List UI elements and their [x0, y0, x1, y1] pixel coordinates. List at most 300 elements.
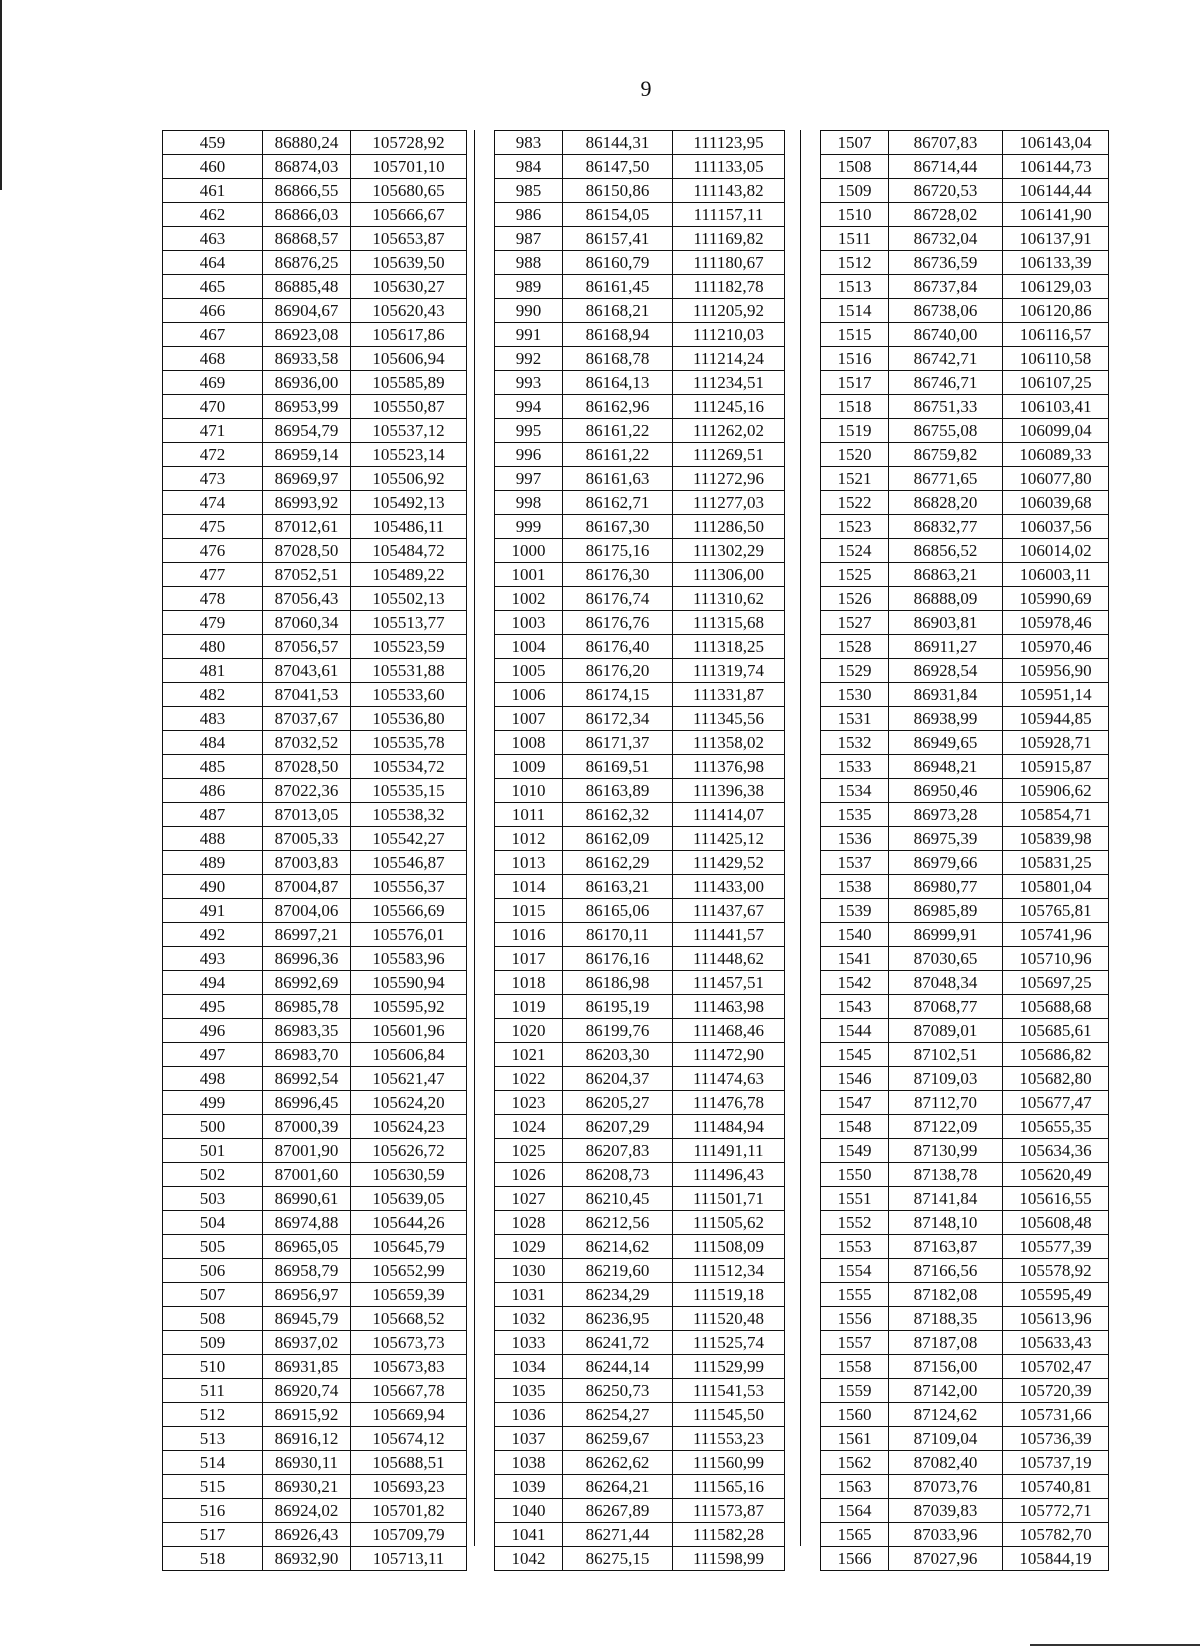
y-coordinate-cell: 111277,03 — [673, 491, 785, 515]
table-row — [821, 923, 1109, 947]
y-coordinate-cell: 105626,72 — [351, 1139, 467, 1163]
point-number-cell: 1510 — [821, 203, 889, 227]
table-row — [163, 227, 467, 251]
x-coordinate-cell: 86176,40 — [563, 635, 673, 659]
table-row — [163, 1067, 467, 1091]
x-coordinate-cell: 86176,30 — [563, 563, 673, 587]
table-row — [163, 251, 467, 275]
y-coordinate-cell: 105550,87 — [351, 395, 467, 419]
point-number-cell: 470 — [163, 395, 263, 419]
y-coordinate-cell: 105673,83 — [351, 1355, 467, 1379]
table-row — [821, 1403, 1109, 1427]
y-coordinate-cell: 111302,29 — [673, 539, 785, 563]
point-number-cell: 1012 — [495, 827, 563, 851]
y-coordinate-cell: 105492,13 — [351, 491, 467, 515]
table-row — [495, 131, 785, 155]
point-number-cell: 497 — [163, 1043, 263, 1067]
point-number-cell: 1566 — [821, 1547, 889, 1571]
x-coordinate-cell: 86162,29 — [563, 851, 673, 875]
x-coordinate-cell: 87138,78 — [889, 1163, 1003, 1187]
table-row — [163, 443, 467, 467]
point-number-cell: 487 — [163, 803, 263, 827]
point-number-cell: 1562 — [821, 1451, 889, 1475]
x-coordinate-cell: 86771,65 — [889, 467, 1003, 491]
y-coordinate-cell: 105688,68 — [1003, 995, 1109, 1019]
point-number-cell: 483 — [163, 707, 263, 731]
x-coordinate-cell: 86168,94 — [563, 323, 673, 347]
point-number-cell: 985 — [495, 179, 563, 203]
point-number-cell: 1006 — [495, 683, 563, 707]
table-row — [495, 851, 785, 875]
table-row — [821, 299, 1109, 323]
y-coordinate-cell: 105682,80 — [1003, 1067, 1109, 1091]
x-coordinate-cell: 87122,09 — [889, 1115, 1003, 1139]
table-row — [821, 1259, 1109, 1283]
y-coordinate-cell: 105693,23 — [351, 1475, 467, 1499]
y-coordinate-cell: 111437,67 — [673, 899, 785, 923]
point-number-cell: 1540 — [821, 923, 889, 947]
y-coordinate-cell: 111433,00 — [673, 875, 785, 899]
point-number-cell: 506 — [163, 1259, 263, 1283]
table-row — [821, 635, 1109, 659]
y-coordinate-cell: 111319,74 — [673, 659, 785, 683]
table-row — [163, 971, 467, 995]
table-row — [163, 347, 467, 371]
point-number-cell: 1004 — [495, 635, 563, 659]
x-coordinate-cell: 86931,85 — [263, 1355, 351, 1379]
y-coordinate-cell: 111474,63 — [673, 1067, 785, 1091]
table-row — [821, 179, 1109, 203]
table-row — [163, 179, 467, 203]
y-coordinate-cell: 105906,62 — [1003, 779, 1109, 803]
point-number-cell: 1513 — [821, 275, 889, 299]
column-separator-2 — [800, 130, 801, 1546]
point-number-cell: 508 — [163, 1307, 263, 1331]
y-coordinate-cell: 111345,56 — [673, 707, 785, 731]
x-coordinate-cell: 86759,82 — [889, 443, 1003, 467]
x-coordinate-cell: 86186,98 — [563, 971, 673, 995]
table-row — [163, 1475, 467, 1499]
x-coordinate-cell: 87032,52 — [263, 731, 351, 755]
point-number-cell: 481 — [163, 659, 263, 683]
y-coordinate-cell: 105577,39 — [1003, 1235, 1109, 1259]
table-row — [163, 203, 467, 227]
y-coordinate-cell: 106099,04 — [1003, 419, 1109, 443]
table-row — [821, 731, 1109, 755]
point-number-cell: 512 — [163, 1403, 263, 1427]
x-coordinate-cell: 86236,95 — [563, 1307, 673, 1331]
point-number-cell: 1525 — [821, 563, 889, 587]
x-coordinate-cell: 87089,01 — [889, 1019, 1003, 1043]
x-coordinate-cell: 86956,97 — [263, 1283, 351, 1307]
point-number-cell: 1031 — [495, 1283, 563, 1307]
table-row — [495, 1475, 785, 1499]
table-row — [495, 587, 785, 611]
point-number-cell: 1018 — [495, 971, 563, 995]
point-number-cell: 1535 — [821, 803, 889, 827]
y-coordinate-cell: 111545,50 — [673, 1403, 785, 1427]
y-coordinate-cell: 105624,23 — [351, 1115, 467, 1139]
point-number-cell: 1553 — [821, 1235, 889, 1259]
y-coordinate-cell: 111143,82 — [673, 179, 785, 203]
table-row — [821, 683, 1109, 707]
table-row — [163, 1115, 467, 1139]
table-row — [821, 755, 1109, 779]
x-coordinate-cell: 87028,50 — [263, 539, 351, 563]
x-coordinate-cell: 87013,05 — [263, 803, 351, 827]
x-coordinate-cell: 86993,92 — [263, 491, 351, 515]
x-coordinate-cell: 86167,30 — [563, 515, 673, 539]
table-row — [495, 923, 785, 947]
x-coordinate-cell: 86176,74 — [563, 587, 673, 611]
x-coordinate-cell: 87004,87 — [263, 875, 351, 899]
y-coordinate-cell: 111491,11 — [673, 1139, 785, 1163]
x-coordinate-cell: 86866,55 — [263, 179, 351, 203]
table-row — [495, 803, 785, 827]
y-coordinate-cell: 105535,15 — [351, 779, 467, 803]
table-row — [821, 227, 1109, 251]
table-row — [163, 683, 467, 707]
x-coordinate-cell: 86974,88 — [263, 1211, 351, 1235]
y-coordinate-cell: 105801,04 — [1003, 875, 1109, 899]
table-row — [163, 1187, 467, 1211]
point-number-cell: 471 — [163, 419, 263, 443]
point-number-cell: 514 — [163, 1451, 263, 1475]
point-number-cell: 1537 — [821, 851, 889, 875]
table-row — [163, 155, 467, 179]
y-coordinate-cell: 105990,69 — [1003, 587, 1109, 611]
table-row — [495, 755, 785, 779]
x-coordinate-cell: 86938,99 — [889, 707, 1003, 731]
x-coordinate-cell: 86707,83 — [889, 131, 1003, 155]
table-row — [821, 611, 1109, 635]
point-number-cell: 459 — [163, 131, 263, 155]
point-number-cell: 480 — [163, 635, 263, 659]
point-number-cell: 484 — [163, 731, 263, 755]
y-coordinate-cell: 105653,87 — [351, 227, 467, 251]
x-coordinate-cell: 86924,02 — [263, 1499, 351, 1523]
x-coordinate-cell: 86980,77 — [889, 875, 1003, 899]
point-number-cell: 486 — [163, 779, 263, 803]
x-coordinate-cell: 86157,41 — [563, 227, 673, 251]
y-coordinate-cell: 111505,62 — [673, 1211, 785, 1235]
point-number-cell: 1030 — [495, 1259, 563, 1283]
point-number-cell: 1549 — [821, 1139, 889, 1163]
point-number-cell: 1565 — [821, 1523, 889, 1547]
table-row — [821, 1523, 1109, 1547]
y-coordinate-cell: 111123,95 — [673, 131, 785, 155]
x-coordinate-cell: 86915,92 — [263, 1403, 351, 1427]
table-row — [495, 1523, 785, 1547]
table-row — [821, 1475, 1109, 1499]
x-coordinate-cell: 87187,08 — [889, 1331, 1003, 1355]
point-number-cell: 463 — [163, 227, 263, 251]
x-coordinate-cell: 86241,72 — [563, 1331, 673, 1355]
point-number-cell: 1528 — [821, 635, 889, 659]
point-number-cell: 476 — [163, 539, 263, 563]
y-coordinate-cell: 111358,02 — [673, 731, 785, 755]
x-coordinate-cell: 86164,13 — [563, 371, 673, 395]
table-row — [821, 1307, 1109, 1331]
table-row — [495, 1379, 785, 1403]
x-coordinate-cell: 86147,50 — [563, 155, 673, 179]
point-number-cell: 983 — [495, 131, 563, 155]
point-number-cell: 1514 — [821, 299, 889, 323]
x-coordinate-cell: 86936,00 — [263, 371, 351, 395]
x-coordinate-cell: 86161,63 — [563, 467, 673, 491]
x-coordinate-cell: 87039,83 — [889, 1499, 1003, 1523]
y-coordinate-cell: 111598,99 — [673, 1547, 785, 1571]
x-coordinate-cell: 87012,61 — [263, 515, 351, 539]
point-number-cell: 1543 — [821, 995, 889, 1019]
table-row — [495, 275, 785, 299]
table-row — [495, 779, 785, 803]
table-row — [821, 971, 1109, 995]
point-number-cell: 1526 — [821, 587, 889, 611]
point-number-cell: 993 — [495, 371, 563, 395]
point-number-cell: 482 — [163, 683, 263, 707]
table-row — [495, 539, 785, 563]
table-row — [821, 1451, 1109, 1475]
point-number-cell: 475 — [163, 515, 263, 539]
y-coordinate-cell: 105639,05 — [351, 1187, 467, 1211]
table-row — [821, 1163, 1109, 1187]
point-number-cell: 992 — [495, 347, 563, 371]
x-coordinate-cell: 86888,09 — [889, 587, 1003, 611]
y-coordinate-cell: 105669,94 — [351, 1403, 467, 1427]
x-coordinate-cell: 86714,44 — [889, 155, 1003, 179]
point-number-cell: 1507 — [821, 131, 889, 155]
x-coordinate-cell: 86728,02 — [889, 203, 1003, 227]
y-coordinate-cell: 105585,89 — [351, 371, 467, 395]
table-row — [163, 1259, 467, 1283]
table-row — [495, 395, 785, 419]
table-row — [821, 947, 1109, 971]
y-coordinate-cell: 105630,59 — [351, 1163, 467, 1187]
y-coordinate-cell: 105667,78 — [351, 1379, 467, 1403]
x-coordinate-cell: 87056,43 — [263, 587, 351, 611]
x-coordinate-cell: 86161,22 — [563, 419, 673, 443]
y-coordinate-cell: 105740,81 — [1003, 1475, 1109, 1499]
point-number-cell: 462 — [163, 203, 263, 227]
point-number-cell: 1511 — [821, 227, 889, 251]
table-row — [821, 875, 1109, 899]
coordinates-table-3 — [820, 130, 1109, 1571]
point-number-cell: 498 — [163, 1067, 263, 1091]
point-number-cell: 1564 — [821, 1499, 889, 1523]
x-coordinate-cell: 86945,79 — [263, 1307, 351, 1331]
point-number-cell: 1558 — [821, 1355, 889, 1379]
point-number-cell: 989 — [495, 275, 563, 299]
y-coordinate-cell: 105772,71 — [1003, 1499, 1109, 1523]
table-row — [495, 1019, 785, 1043]
point-number-cell: 1035 — [495, 1379, 563, 1403]
point-number-cell: 1037 — [495, 1427, 563, 1451]
table-row — [163, 1427, 467, 1451]
point-number-cell: 1019 — [495, 995, 563, 1019]
y-coordinate-cell: 106089,33 — [1003, 443, 1109, 467]
table-row — [163, 923, 467, 947]
point-number-cell: 510 — [163, 1355, 263, 1379]
table-row — [495, 1283, 785, 1307]
point-number-cell: 1515 — [821, 323, 889, 347]
x-coordinate-cell: 86168,21 — [563, 299, 673, 323]
y-coordinate-cell: 105576,01 — [351, 923, 467, 947]
x-coordinate-cell: 86250,73 — [563, 1379, 673, 1403]
y-coordinate-cell: 105613,96 — [1003, 1307, 1109, 1331]
table-row — [163, 515, 467, 539]
x-coordinate-cell: 86755,08 — [889, 419, 1003, 443]
table-row — [495, 347, 785, 371]
y-coordinate-cell: 111180,67 — [673, 251, 785, 275]
point-number-cell: 1017 — [495, 947, 563, 971]
point-number-cell: 499 — [163, 1091, 263, 1115]
table-row — [495, 251, 785, 275]
y-coordinate-cell: 105659,39 — [351, 1283, 467, 1307]
point-number-cell: 988 — [495, 251, 563, 275]
table-row — [163, 1019, 467, 1043]
point-number-cell: 502 — [163, 1163, 263, 1187]
point-number-cell: 1555 — [821, 1283, 889, 1307]
table-row — [163, 947, 467, 971]
x-coordinate-cell: 86175,16 — [563, 539, 673, 563]
table-row — [821, 371, 1109, 395]
x-coordinate-cell: 86720,53 — [889, 179, 1003, 203]
y-coordinate-cell: 105944,85 — [1003, 707, 1109, 731]
table-row — [163, 563, 467, 587]
y-coordinate-cell: 111429,52 — [673, 851, 785, 875]
x-coordinate-cell: 86828,20 — [889, 491, 1003, 515]
x-coordinate-cell: 86208,73 — [563, 1163, 673, 1187]
x-coordinate-cell: 86959,14 — [263, 443, 351, 467]
table-row — [163, 1355, 467, 1379]
point-number-cell: 464 — [163, 251, 263, 275]
table-row — [163, 539, 467, 563]
table-row — [495, 731, 785, 755]
table-row — [495, 515, 785, 539]
point-number-cell: 1036 — [495, 1403, 563, 1427]
x-coordinate-cell: 86948,21 — [889, 755, 1003, 779]
point-number-cell: 1518 — [821, 395, 889, 419]
x-coordinate-cell: 86885,48 — [263, 275, 351, 299]
x-coordinate-cell: 86205,27 — [563, 1091, 673, 1115]
point-number-cell: 1538 — [821, 875, 889, 899]
table-row — [821, 323, 1109, 347]
point-number-cell: 1533 — [821, 755, 889, 779]
y-coordinate-cell: 111573,87 — [673, 1499, 785, 1523]
point-number-cell: 1530 — [821, 683, 889, 707]
y-coordinate-cell: 105702,47 — [1003, 1355, 1109, 1379]
y-coordinate-cell: 111512,34 — [673, 1259, 785, 1283]
table-row — [821, 779, 1109, 803]
y-coordinate-cell: 105634,36 — [1003, 1139, 1109, 1163]
table-row — [821, 1499, 1109, 1523]
point-number-cell: 467 — [163, 323, 263, 347]
table-row — [821, 1427, 1109, 1451]
table-row — [163, 1091, 467, 1115]
table-row — [495, 1355, 785, 1379]
y-coordinate-cell: 111484,94 — [673, 1115, 785, 1139]
point-number-cell: 1042 — [495, 1547, 563, 1571]
point-number-cell: 986 — [495, 203, 563, 227]
x-coordinate-cell: 86176,76 — [563, 611, 673, 635]
y-coordinate-cell: 111472,90 — [673, 1043, 785, 1067]
table-row — [163, 419, 467, 443]
point-number-cell: 1531 — [821, 707, 889, 731]
point-number-cell: 479 — [163, 611, 263, 635]
table-row — [163, 1523, 467, 1547]
table-row — [163, 1547, 467, 1571]
y-coordinate-cell: 111157,11 — [673, 203, 785, 227]
point-number-cell: 995 — [495, 419, 563, 443]
point-number-cell: 493 — [163, 947, 263, 971]
table-row — [163, 995, 467, 1019]
x-coordinate-cell: 86996,45 — [263, 1091, 351, 1115]
point-number-cell: 490 — [163, 875, 263, 899]
point-number-cell: 1009 — [495, 755, 563, 779]
x-coordinate-cell: 86162,09 — [563, 827, 673, 851]
point-number-cell: 1542 — [821, 971, 889, 995]
y-coordinate-cell: 105680,65 — [351, 179, 467, 203]
x-coordinate-cell: 86874,03 — [263, 155, 351, 179]
x-coordinate-cell: 86983,35 — [263, 1019, 351, 1043]
point-number-cell: 1041 — [495, 1523, 563, 1547]
point-number-cell: 1544 — [821, 1019, 889, 1043]
x-coordinate-cell: 86992,69 — [263, 971, 351, 995]
point-number-cell: 990 — [495, 299, 563, 323]
x-coordinate-cell: 87082,40 — [889, 1451, 1003, 1475]
x-coordinate-cell: 86732,04 — [889, 227, 1003, 251]
x-coordinate-cell: 86738,06 — [889, 299, 1003, 323]
scan-bottom-line — [1030, 1644, 1200, 1646]
y-coordinate-cell: 111269,51 — [673, 443, 785, 467]
x-coordinate-cell: 87000,39 — [263, 1115, 351, 1139]
y-coordinate-cell: 106116,57 — [1003, 323, 1109, 347]
x-coordinate-cell: 86950,46 — [889, 779, 1003, 803]
point-number-cell: 1560 — [821, 1403, 889, 1427]
x-coordinate-cell: 86866,03 — [263, 203, 351, 227]
table-row — [495, 563, 785, 587]
point-number-cell: 1547 — [821, 1091, 889, 1115]
y-coordinate-cell: 106037,56 — [1003, 515, 1109, 539]
table-row — [163, 1163, 467, 1187]
point-number-cell: 504 — [163, 1211, 263, 1235]
x-coordinate-cell: 86267,89 — [563, 1499, 673, 1523]
y-coordinate-cell: 111457,51 — [673, 971, 785, 995]
y-coordinate-cell: 105737,19 — [1003, 1451, 1109, 1475]
x-coordinate-cell: 86856,52 — [889, 539, 1003, 563]
table-row — [821, 491, 1109, 515]
x-coordinate-cell: 86985,89 — [889, 899, 1003, 923]
y-coordinate-cell: 105655,35 — [1003, 1115, 1109, 1139]
y-coordinate-cell: 111310,62 — [673, 587, 785, 611]
point-number-cell: 1029 — [495, 1235, 563, 1259]
x-coordinate-cell: 86990,61 — [263, 1187, 351, 1211]
point-number-cell: 1040 — [495, 1499, 563, 1523]
table-row — [163, 779, 467, 803]
point-number-cell: 1554 — [821, 1259, 889, 1283]
table-row — [495, 1331, 785, 1355]
x-coordinate-cell: 86207,83 — [563, 1139, 673, 1163]
x-coordinate-cell: 86751,33 — [889, 395, 1003, 419]
table-row — [821, 1043, 1109, 1067]
table-row — [821, 1067, 1109, 1091]
table-row — [495, 1211, 785, 1235]
table-row — [821, 1115, 1109, 1139]
y-coordinate-cell: 111463,98 — [673, 995, 785, 1019]
y-coordinate-cell: 105566,69 — [351, 899, 467, 923]
y-coordinate-cell: 105854,71 — [1003, 803, 1109, 827]
